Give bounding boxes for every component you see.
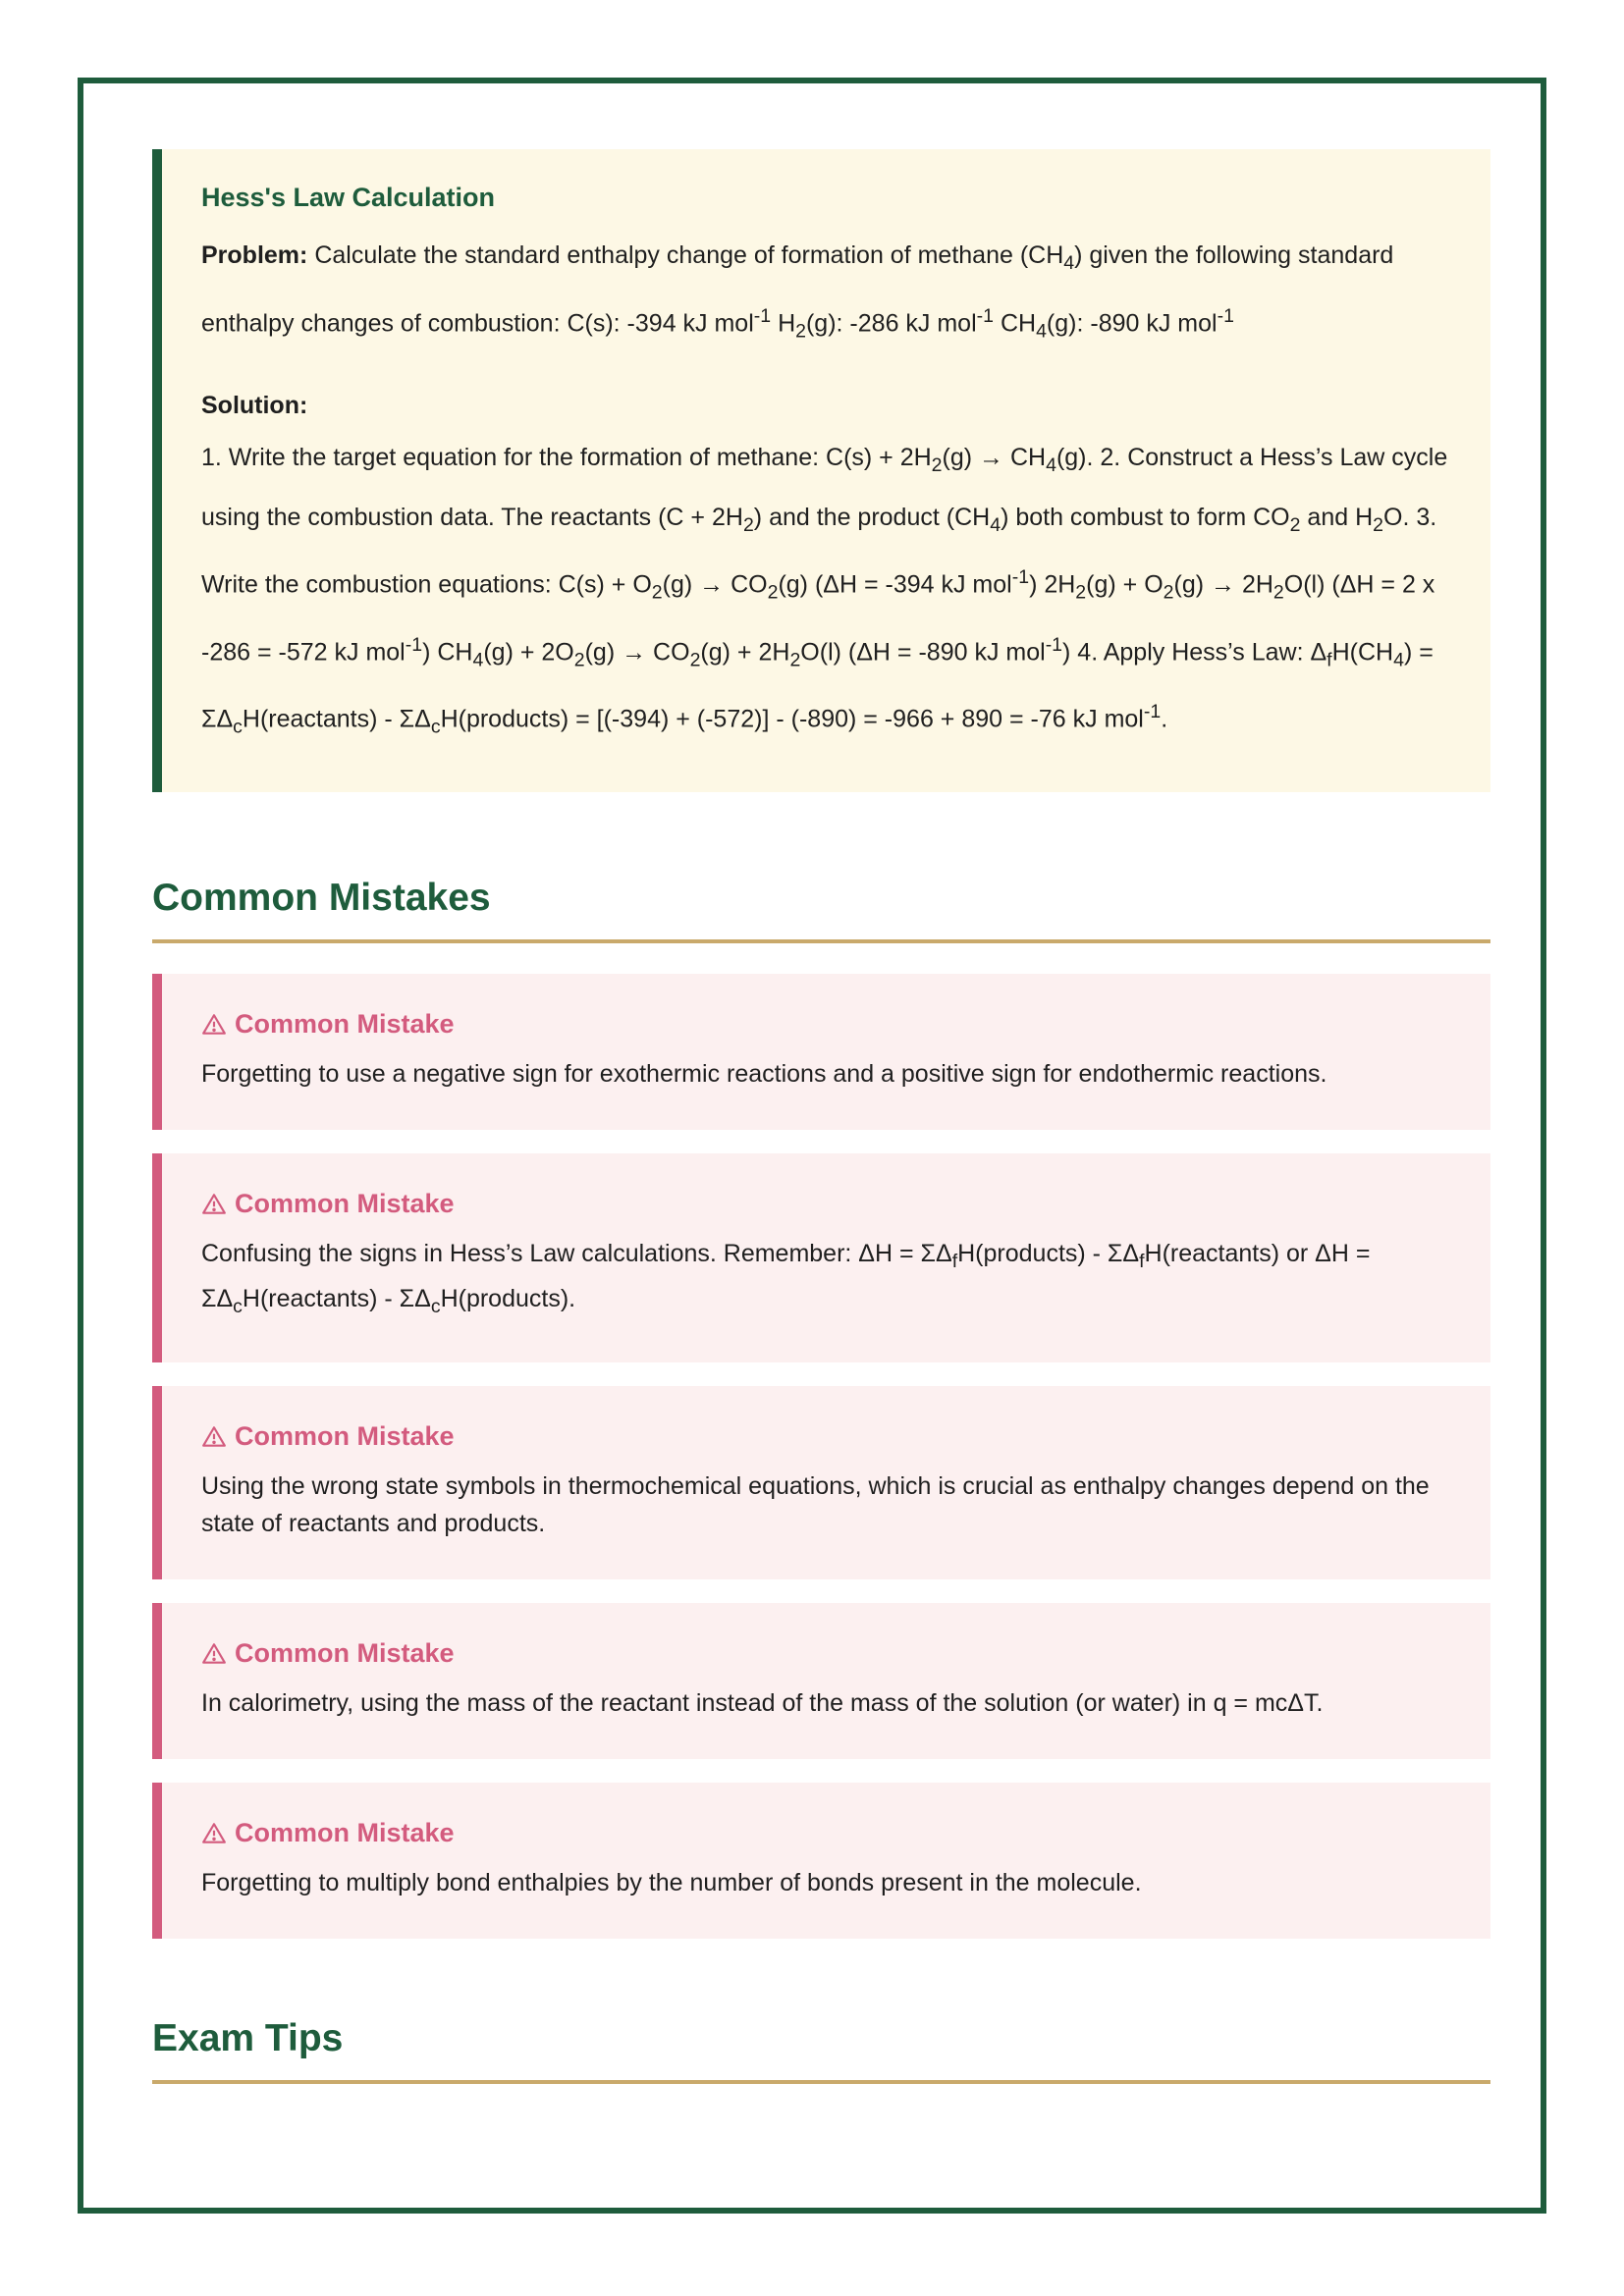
mistake-card [152, 974, 1490, 1130]
warning-triangle-icon [201, 1641, 227, 1667]
mistake-title: Common Mistake [235, 1818, 455, 1847]
mistake-card [152, 1153, 1490, 1362]
mistake-text: Using the wrong state symbols in thermochemical equations, which is crucial as enthalpy changes depend on the state of reactants and products. [201, 1472, 1430, 1537]
warning-triangle-icon [201, 1012, 227, 1038]
problem-label: Problem: [201, 241, 308, 269]
problem-statement: Problem: Calculate the standard enthalpy change of formation of methane $(CH_4)$ given the following standard enthalpy changes of combustion: C(s): -394 kJ mol$^{-1}$ $H_2(g)$: -286 kJ mol$^{-1}$ $CH_4(g)$: -890 kJ mol$^{-1}$ [201, 241, 1394, 343]
mistake-card [152, 1386, 1490, 1579]
mistake-text: In calorimetry, using the mass of the reactant instead of the mass of the solution (or water) in q = mcΔT. [201, 1689, 1324, 1717]
mistake-text: Forgetting to use a negative sign for exothermic reactions and a positive sign for endothermic reactions. [201, 1060, 1327, 1088]
problem-text: CH [994, 309, 1037, 338]
exam-tips-heading: Exam Tips [152, 2017, 1490, 2084]
mistake-text: Confusing the signs in Hess’s Law calculations. Remember: $\Delta H = \Sigma\Delta_fH(products)$ - $\Sigma\Delta_fH(reactants)$ or $\Delta H = \Sigma\Delta_cH(reactants)$ - $\Sigma\Delta_cH(products)$. [201, 1240, 1371, 1317]
example-title: Hess's Law Calculation [201, 183, 496, 212]
problem-text: (g): -286 kJ mol [805, 309, 977, 338]
common-mistakes-heading: Common Mistakes [152, 877, 1490, 943]
mistake-title: Common Mistake [235, 1189, 455, 1218]
warning-triangle-icon [201, 1821, 227, 1846]
mistake-card [152, 1783, 1490, 1939]
problem-text: (g): -890 kJ mol [1046, 309, 1218, 338]
mistake-card [152, 1603, 1490, 1759]
solution-text: 1. Write the target equation for the formation of methane: $C(s) + 2H_2(g) \to CH_4(g)$. 2. Construct a Hess’s Law cycle using the combustion data. The reactants $(C + 2H_2)$ and the product $(CH_4)$ both combust to form $CO_2$ and $H_2O$. 3. Write the combustion equations: $C(s) + O_2(g) \to CO_2(g) (\Delta H = -394$ kJ mol$^{-1}$) $2H_2(g) + O_2(g) \to 2H_2O(l) (\Delta H = 2$ x -286 = -572 kJ mol$^{-1}$) $CH_4(g) + 2O_2(g) \to CO_2(g) + 2H_2O(l) (\Delta H = -890$ kJ mol$^{-1}$) 4. Apply Hess’s Law: $\Delta_fH(CH_4)$ = $\Sigma\Delta_cH(reactants)$ - $\Sigma\Delta_cH(products) = [(-394) + (-572)] - (-890) = -966 + 890 = -76$ kJ mol$^{-1}$. [201, 444, 1448, 738]
mistake-title: Common Mistake [235, 1638, 455, 1668]
page-frame [78, 78, 1546, 2214]
warning-triangle-icon [201, 1424, 227, 1450]
worked-example-card [152, 149, 1490, 792]
mistake-title: Common Mistake [235, 1421, 455, 1451]
warning-triangle-icon [201, 1192, 227, 1217]
problem-text: Calculate the standard enthalpy change of formation of methane (CH [314, 241, 1064, 269]
problem-text: H [771, 309, 796, 338]
problem-text: ) given the following standard enthalpy changes of combustion: C(s): -394 kJ mol [201, 241, 1394, 338]
page-content [152, 149, 1490, 2084]
mistake-text: Forgetting to multiply bond enthalpies by the number of bonds present in the molecule. [201, 1869, 1142, 1896]
mistakes-list [152, 974, 1490, 1939]
mistake-title: Common Mistake [235, 1009, 455, 1039]
solution-label: Solution: [201, 392, 308, 420]
